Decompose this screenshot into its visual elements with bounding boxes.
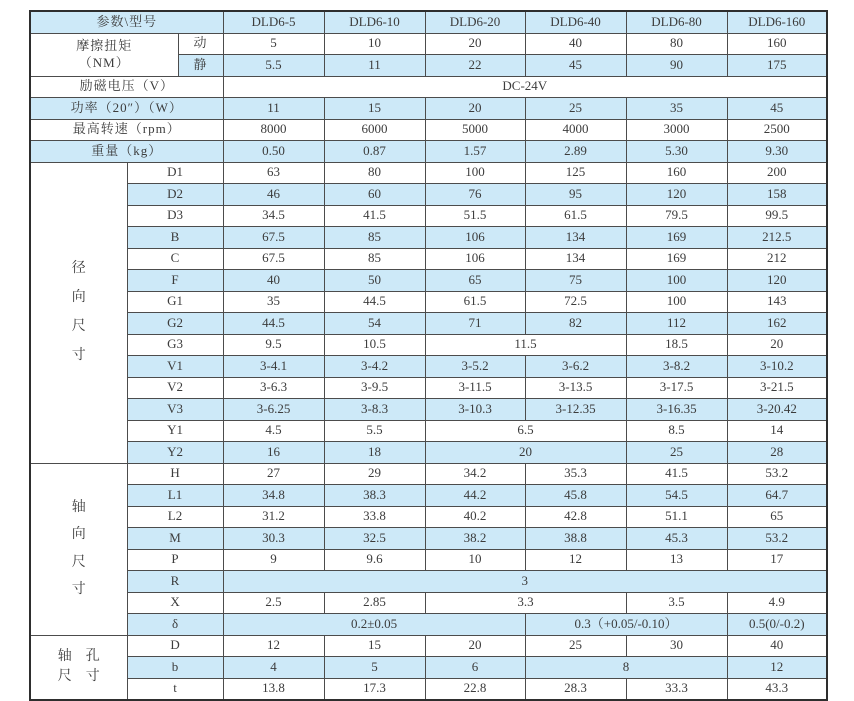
table-row [30, 571, 827, 593]
table-cell: 3-6.3 [223, 377, 324, 399]
table-cell: 3000 [626, 119, 727, 141]
sub-label-dynamic: 动 [178, 33, 223, 55]
table-cell: 112 [626, 313, 727, 335]
table-cell: 12 [223, 635, 324, 657]
table-cell: 30.3 [223, 528, 324, 550]
table-cell: 5.5 [324, 420, 425, 442]
param-model-header: 参数\型号 [30, 11, 223, 33]
table-cell: F [127, 270, 223, 292]
table-cell: 79.5 [626, 205, 727, 227]
table-cell: 2500 [727, 119, 827, 141]
table-cell: 3-16.35 [626, 399, 727, 421]
table-cell: 3-4.2 [324, 356, 425, 378]
table-cell: 15 [324, 98, 425, 120]
row-label-power: 功率（20″）（W） [30, 98, 223, 120]
table-row [30, 635, 827, 657]
table-cell: 8.5 [626, 420, 727, 442]
table-cell: 9.5 [223, 334, 324, 356]
table-cell: 5.5 [223, 55, 324, 77]
table-cell: Y1 [127, 420, 223, 442]
table-cell: 16 [223, 442, 324, 464]
table-cell: 60 [324, 184, 425, 206]
table-cell: 50 [324, 270, 425, 292]
table-cell: 8 [525, 657, 727, 679]
table-row [30, 678, 827, 700]
table-cell: 160 [626, 162, 727, 184]
table-cell: 4.9 [727, 592, 827, 614]
table-cell: 38.8 [525, 528, 626, 550]
table-cell: 106 [425, 227, 525, 249]
table-cell: 40.2 [425, 506, 525, 528]
table-cell: 31.2 [223, 506, 324, 528]
table-cell: 100 [626, 291, 727, 313]
table-cell: 3-13.5 [525, 377, 626, 399]
table-cell: 11.5 [425, 334, 626, 356]
table-cell: 14 [727, 420, 827, 442]
table-cell: 0.5(0/-0.2) [727, 614, 827, 636]
table-cell: t [127, 678, 223, 700]
table-cell: 30 [626, 635, 727, 657]
table-cell: 43.3 [727, 678, 827, 700]
table-cell: 100 [626, 270, 727, 292]
table-cell: 13 [626, 549, 727, 571]
table-cell: 200 [727, 162, 827, 184]
table-cell: 100 [425, 162, 525, 184]
table-row [30, 463, 827, 485]
table-cell: 120 [626, 184, 727, 206]
table-cell: 3-5.2 [425, 356, 525, 378]
table-row [30, 528, 827, 550]
table-cell: 33.3 [626, 678, 727, 700]
table-cell: L2 [127, 506, 223, 528]
spec-table-container [29, 10, 828, 701]
table-cell: 3-10.3 [425, 399, 525, 421]
table-row [30, 377, 827, 399]
table-cell: 99.5 [727, 205, 827, 227]
table-row [30, 334, 827, 356]
table-row [30, 592, 827, 614]
table-row [30, 184, 827, 206]
table-cell: 11 [223, 98, 324, 120]
table-cell: 106 [425, 248, 525, 270]
table-cell: 28 [727, 442, 827, 464]
column-header: DLD6-40 [525, 11, 626, 33]
table-cell: 8000 [223, 119, 324, 141]
table-cell: 25 [626, 442, 727, 464]
table-cell: 5 [324, 657, 425, 679]
table-row [30, 485, 827, 507]
table-row [30, 614, 827, 636]
table-cell: 54.5 [626, 485, 727, 507]
table-row [30, 399, 827, 421]
table-cell: 2.85 [324, 592, 425, 614]
column-header: DLD6-160 [727, 11, 827, 33]
table-cell: 34.5 [223, 205, 324, 227]
table-cell: 6 [425, 657, 525, 679]
table-cell: b [127, 657, 223, 679]
table-cell: 0.50 [223, 141, 324, 163]
row-label-friction-torque [30, 33, 178, 76]
table-cell: 40 [727, 635, 827, 657]
table-cell: 27 [223, 463, 324, 485]
table-cell: 61.5 [425, 291, 525, 313]
table-cell: 3 [223, 571, 827, 593]
table-cell: 3-20.42 [727, 399, 827, 421]
table-cell: 3-10.2 [727, 356, 827, 378]
table-cell: 34.8 [223, 485, 324, 507]
label-line: 向 [71, 289, 86, 305]
table-cell: 12 [525, 549, 626, 571]
table-cell: 17 [727, 549, 827, 571]
table-row [30, 98, 827, 120]
table-cell: 18.5 [626, 334, 727, 356]
table-cell: 3-8.3 [324, 399, 425, 421]
table-cell: 2.89 [525, 141, 626, 163]
table-cell: 3.5 [626, 592, 727, 614]
table-cell: 32.5 [324, 528, 425, 550]
table-row [30, 420, 827, 442]
table-row [30, 248, 827, 270]
table-cell: 3-8.2 [626, 356, 727, 378]
column-header: DLD6-20 [425, 11, 525, 33]
table-cell: 25 [525, 635, 626, 657]
table-row [30, 76, 827, 98]
table-cell: V2 [127, 377, 223, 399]
table-cell: 2.5 [223, 592, 324, 614]
table-cell: 45.8 [525, 485, 626, 507]
table-row [30, 33, 827, 55]
label-line: 径 [71, 260, 86, 276]
table-cell: D3 [127, 205, 223, 227]
table-cell: 3-12.35 [525, 399, 626, 421]
label-line: 尺 [71, 319, 86, 334]
table-cell: 42.8 [525, 506, 626, 528]
table-cell: 4.5 [223, 420, 324, 442]
table-cell: 65 [727, 506, 827, 528]
row-label-excitation-voltage: 励磁电压（V） [30, 76, 223, 98]
table-cell: 25 [525, 98, 626, 120]
label-line: 尺 [71, 554, 86, 570]
table-cell: 10 [425, 549, 525, 571]
row-label-max-speed: 最高转速（rpm） [30, 119, 223, 141]
table-cell: 160 [727, 33, 827, 55]
row-label-weight: 重量（kg） [30, 141, 223, 163]
table-cell: 20 [425, 98, 525, 120]
table-cell: 63 [223, 162, 324, 184]
sub-label-static: 静 [178, 55, 223, 77]
section-label-axial-dimensions [30, 463, 127, 635]
table-cell: 38.2 [425, 528, 525, 550]
label-line: 寸 [71, 348, 86, 364]
table-cell: 22.8 [425, 678, 525, 700]
table-cell: 3-4.1 [223, 356, 324, 378]
table-cell: 15 [324, 635, 425, 657]
table-cell: 35 [626, 98, 727, 120]
table-cell: 45 [727, 98, 827, 120]
table-cell: G2 [127, 313, 223, 335]
table-cell: 20 [425, 635, 525, 657]
table-cell: 80 [324, 162, 425, 184]
label-line: （NM） [78, 54, 130, 70]
table-cell: 90 [626, 55, 727, 77]
table-cell: 40 [525, 33, 626, 55]
table-cell: R [127, 571, 223, 593]
table-cell: H [127, 463, 223, 485]
column-header: DLD6-10 [324, 11, 425, 33]
table-cell: 3-6.25 [223, 399, 324, 421]
table-cell: 5000 [425, 119, 525, 141]
table-cell: 9 [223, 549, 324, 571]
label-line: 尺 寸 [57, 669, 100, 685]
table-cell: 9.30 [727, 141, 827, 163]
table-cell: 51.5 [425, 205, 525, 227]
table-cell: M [127, 528, 223, 550]
table-cell: 3-11.5 [425, 377, 525, 399]
table-row [30, 141, 827, 163]
spec-table-body [30, 11, 827, 700]
table-cell: 67.5 [223, 227, 324, 249]
table-cell: 85 [324, 227, 425, 249]
table-cell: G3 [127, 334, 223, 356]
table-cell: 34.2 [425, 463, 525, 485]
table-cell: 13.8 [223, 678, 324, 700]
table-cell: 53.2 [727, 528, 827, 550]
table-cell: C [127, 248, 223, 270]
table-cell: 1.57 [425, 141, 525, 163]
table-cell: 12 [727, 657, 827, 679]
table-row [30, 270, 827, 292]
table-cell: 40 [223, 270, 324, 292]
table-cell: 169 [626, 227, 727, 249]
table-row [30, 11, 827, 33]
table-cell: 75 [525, 270, 626, 292]
table-cell: 28.3 [525, 678, 626, 700]
table-cell: 5 [223, 33, 324, 55]
spec-table [29, 10, 828, 701]
table-cell: 20 [425, 33, 525, 55]
table-cell: 0.3（+0.05/-0.10） [525, 614, 727, 636]
table-row [30, 205, 827, 227]
table-cell: 76 [425, 184, 525, 206]
table-cell: 4 [223, 657, 324, 679]
table-cell: 53.2 [727, 463, 827, 485]
table-cell: 10 [324, 33, 425, 55]
table-cell: 6000 [324, 119, 425, 141]
table-row [30, 291, 827, 313]
table-cell: 20 [727, 334, 827, 356]
table-cell: G1 [127, 291, 223, 313]
table-row [30, 313, 827, 335]
table-cell: 134 [525, 248, 626, 270]
table-cell: 41.5 [324, 205, 425, 227]
table-cell: 29 [324, 463, 425, 485]
table-cell: 46 [223, 184, 324, 206]
table-cell: 64.7 [727, 485, 827, 507]
table-cell: 10.5 [324, 334, 425, 356]
table-cell: Y2 [127, 442, 223, 464]
table-cell: 0.87 [324, 141, 425, 163]
table-cell: 20 [425, 442, 626, 464]
table-cell: δ [127, 614, 223, 636]
table-cell: 162 [727, 313, 827, 335]
table-cell: 3-21.5 [727, 377, 827, 399]
table-cell: 44.5 [223, 313, 324, 335]
table-cell: 45.3 [626, 528, 727, 550]
table-cell: 80 [626, 33, 727, 55]
table-cell: 3-17.5 [626, 377, 727, 399]
table-row [30, 442, 827, 464]
table-cell: 17.3 [324, 678, 425, 700]
table-cell: 44.5 [324, 291, 425, 313]
table-cell: 95 [525, 184, 626, 206]
table-cell: 41.5 [626, 463, 727, 485]
column-header: DLD6-5 [223, 11, 324, 33]
table-cell: 22 [425, 55, 525, 77]
table-cell: 212 [727, 248, 827, 270]
table-cell: 6.5 [425, 420, 626, 442]
table-cell: 44.2 [425, 485, 525, 507]
section-label-shaft-hole-dimensions [30, 635, 127, 700]
table-cell: 158 [727, 184, 827, 206]
table-cell: 82 [525, 313, 626, 335]
label-line: 摩擦扭矩 [76, 37, 133, 53]
label-line: 轴 孔 [57, 649, 100, 665]
table-cell: L1 [127, 485, 223, 507]
table-cell: 61.5 [525, 205, 626, 227]
column-header: DLD6-80 [626, 11, 727, 33]
table-row [30, 506, 827, 528]
table-cell: D [127, 635, 223, 657]
table-cell: 0.2±0.05 [223, 614, 525, 636]
table-cell: 65 [425, 270, 525, 292]
table-cell: 38.3 [324, 485, 425, 507]
table-row [30, 549, 827, 571]
table-cell: 85 [324, 248, 425, 270]
table-cell: 4000 [525, 119, 626, 141]
table-cell: 212.5 [727, 227, 827, 249]
table-cell: 9.6 [324, 549, 425, 571]
section-label-radial-dimensions [30, 162, 127, 463]
table-cell: 51.1 [626, 506, 727, 528]
table-cell: 18 [324, 442, 425, 464]
table-cell: 3-9.5 [324, 377, 425, 399]
table-cell: 72.5 [525, 291, 626, 313]
table-cell: 3.3 [425, 592, 626, 614]
table-cell: DC-24V [223, 76, 827, 98]
table-row [30, 657, 827, 679]
table-row [30, 162, 827, 184]
table-row [30, 227, 827, 249]
table-cell: 169 [626, 248, 727, 270]
table-cell: 120 [727, 270, 827, 292]
table-cell: 71 [425, 313, 525, 335]
table-cell: 67.5 [223, 248, 324, 270]
table-cell: 45 [525, 55, 626, 77]
table-cell: D2 [127, 184, 223, 206]
table-cell: V3 [127, 399, 223, 421]
table-cell: 134 [525, 227, 626, 249]
table-cell: 3-6.2 [525, 356, 626, 378]
table-cell: 54 [324, 313, 425, 335]
table-cell: 143 [727, 291, 827, 313]
table-row [30, 119, 827, 141]
table-cell: 33.8 [324, 506, 425, 528]
table-cell: 35.3 [525, 463, 626, 485]
table-cell: 125 [525, 162, 626, 184]
table-row [30, 356, 827, 378]
table-cell: 35 [223, 291, 324, 313]
label-line: 向 [71, 527, 86, 543]
table-cell: P [127, 549, 223, 571]
table-cell: 11 [324, 55, 425, 77]
table-cell: V1 [127, 356, 223, 378]
label-line: 寸 [71, 581, 86, 597]
table-cell: B [127, 227, 223, 249]
table-cell: X [127, 592, 223, 614]
table-cell: 175 [727, 55, 827, 77]
label-line: 轴 [71, 500, 86, 516]
table-cell: D1 [127, 162, 223, 184]
table-cell: 5.30 [626, 141, 727, 163]
